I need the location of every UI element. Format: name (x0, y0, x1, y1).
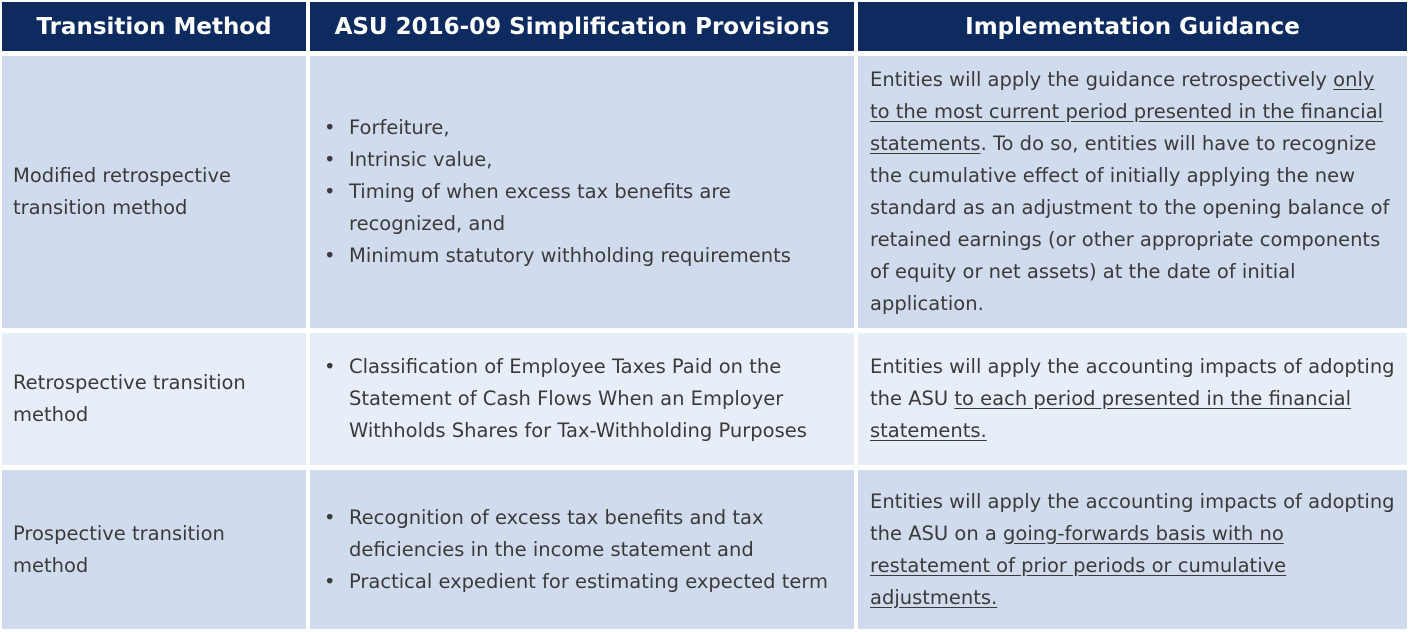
row-2-provisions-list (324, 351, 848, 447)
bullet-icon: • (324, 148, 336, 171)
row-3-guidance: Entities will apply the accounting impacts of adopting the ASU on a going-forwards basis with no restatement of prior periods or cumulative adjustments. (870, 489, 1395, 609)
bullet-icon: • (324, 505, 336, 529)
underlined-text: going-forwards basis with no restatement of prior periods or cumulative adjustments. (870, 521, 1287, 609)
transition-methods-table (2, 2, 1407, 629)
row-3-provisions-list (324, 502, 848, 598)
list-item: • Minimum statutory withholding requirements (324, 240, 848, 272)
header-implementation-guidance: Implementation Guidance (858, 2, 1407, 51)
list-item: • Recognition of excess tax benefits and tax deficiencies in the income statement and (324, 502, 848, 566)
row-1-method-cell (2, 56, 306, 328)
underlined-text: only to the most current period presented in the financial statements (870, 68, 1384, 155)
bullet-icon: • (324, 180, 336, 203)
row-2-provisions-cell (310, 333, 854, 465)
row-2-guidance-cell (858, 333, 1407, 465)
row-1-method: Modified retrospective transition method (13, 164, 232, 219)
underlined-text: to each period presented in the financial statements. (870, 387, 1352, 442)
row-3-method: Prospective transition method (13, 521, 225, 577)
header-transition-method: Transition Method (2, 2, 306, 51)
bullet-icon: • (324, 355, 336, 378)
row-2-method: Retrospective transition method (13, 371, 246, 426)
list-item: • Intrinsic value, (324, 144, 848, 176)
row-1-guidance: Entities will apply the guidance retrospectively only to the most current period presented in the financial statements. To do so, entities will have to recognize the cumulative effect of initially applying the new standard as an adjustment to the opening balance of retained earnings (or other appropriate components of equity or net assets) at the date of initial application. (870, 68, 1390, 315)
row-1-guidance-cell (858, 56, 1407, 328)
list-item: • Practical expedient for estimating expected term (324, 566, 848, 598)
list-item: • Timing of when excess tax benefits are recognized, and (324, 176, 848, 240)
header-simplification-provisions: ASU 2016-09 Simplification Provisions (310, 2, 854, 51)
row-2-guidance: Entities will apply the accounting impacts of adopting the ASU to each period presented in the financial statements. (870, 355, 1395, 442)
row-3-method-cell (2, 470, 306, 629)
row-3-provisions-cell (310, 470, 854, 629)
bullet-icon: • (324, 569, 336, 593)
row-2-method-cell (2, 333, 306, 465)
list-item: • Classification of Employee Taxes Paid on the Statement of Cash Flows When an Employer Withholds Shares for Tax-Withholding Purposes (324, 351, 848, 447)
row-1-provisions-cell (310, 56, 854, 328)
bullet-icon: • (324, 116, 336, 139)
bullet-icon: • (324, 244, 336, 267)
row-1-provisions-list (324, 112, 848, 272)
list-item: • Forfeiture, (324, 112, 848, 144)
row-3-guidance-cell (858, 470, 1407, 629)
